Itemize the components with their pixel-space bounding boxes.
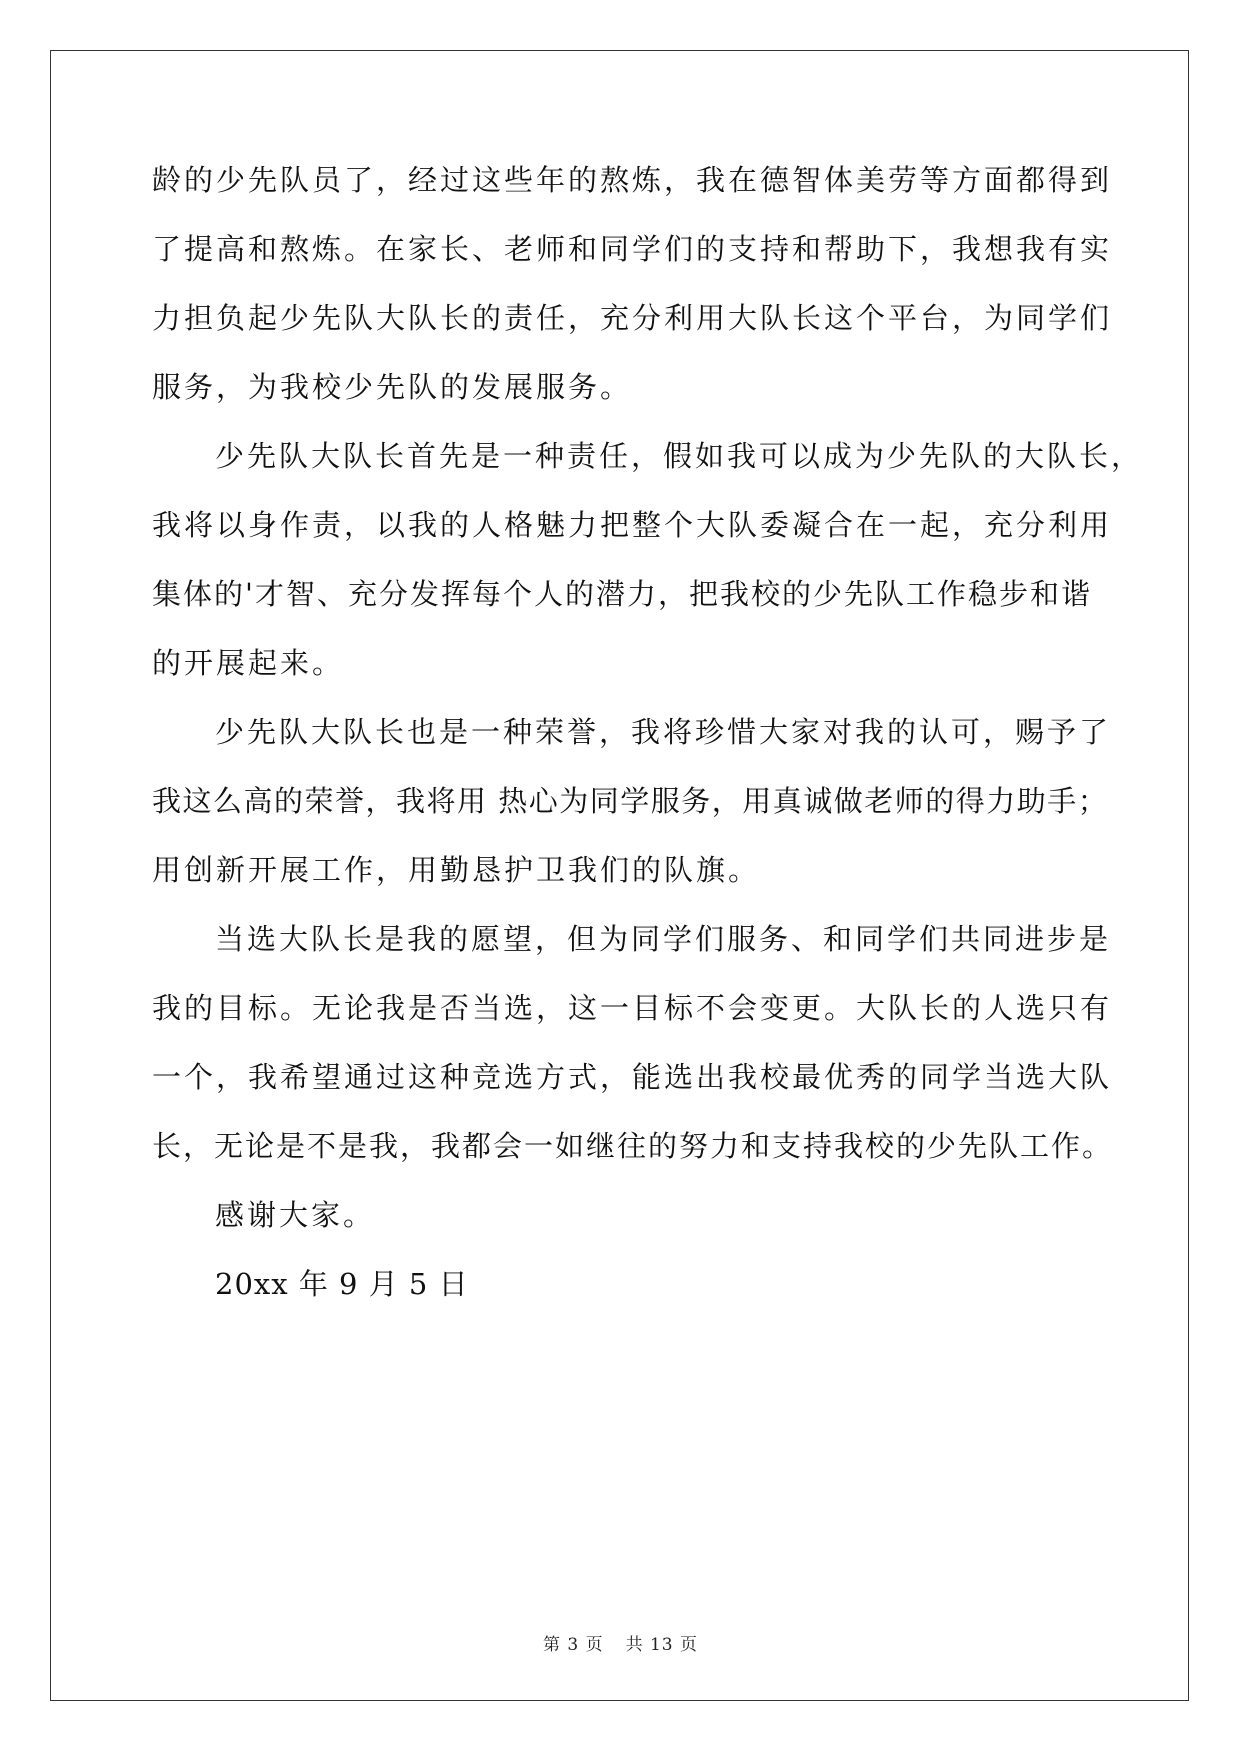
text-line-15: 长，无论是不是我，我都会一如继往的努力和支持我校的少先队工作。	[152, 1129, 1114, 1163]
text-line-13: 我的目标。无论我是否当选，这一目标不会变更。大队长的人选只有	[152, 991, 1113, 1025]
text-line-6: 我将以身作责，以我的人格魅力把整个大队委凝合在一起，充分利用	[152, 508, 1113, 542]
text-line-1: 龄的少先队员了，经过这些年的熬炼，我在德智体美劳等方面都得到	[152, 163, 1113, 197]
text-line-10: 我这么高的荣誉，我将用 热心为同学服务，用真诚做老师的得力助手；	[152, 784, 1109, 818]
text-line-3: 力担负起少先队大队长的责任，充分利用大队长这个平台，为同学们	[152, 301, 1113, 335]
text-line-5: 少先队大队长首先是一种责任，假如我可以成为少先队的大队长，	[215, 439, 1144, 473]
text-line-11: 用创新开展工作，用勤恳护卫我们的队旗。	[152, 853, 761, 887]
date-line: 20xx 年 9 月 5 日	[215, 1267, 469, 1301]
text-line-12: 当选大队长是我的愿望，但为同学们服务、和同学们共同进步是	[215, 922, 1112, 956]
text-line-14: 一个，我希望通过这种竞选方式，能选出我校最优秀的同学当选大队	[152, 1060, 1113, 1094]
text-line-9: 少先队大队长也是一种荣誉，我将珍惜大家对我的认可，赐予了	[215, 715, 1112, 749]
text-line-4: 服务，为我校少先队的发展服务。	[152, 370, 633, 404]
page-number: 第 3 页	[542, 1635, 604, 1655]
page-footer	[0, 1630, 1241, 1655]
text-line-2: 了提高和熬炼。在家长、老师和同学们的支持和帮助下，我想我有实	[152, 232, 1113, 266]
text-line-7: 集体的'才智、充分发挥每个人的潜力，把我校的少先队工作稳步和谐	[152, 577, 1092, 611]
page-total: 共 13 页	[625, 1635, 699, 1655]
text-line-8: 的开展起来。	[152, 646, 345, 680]
text-line-16: 感谢大家。	[215, 1198, 376, 1232]
